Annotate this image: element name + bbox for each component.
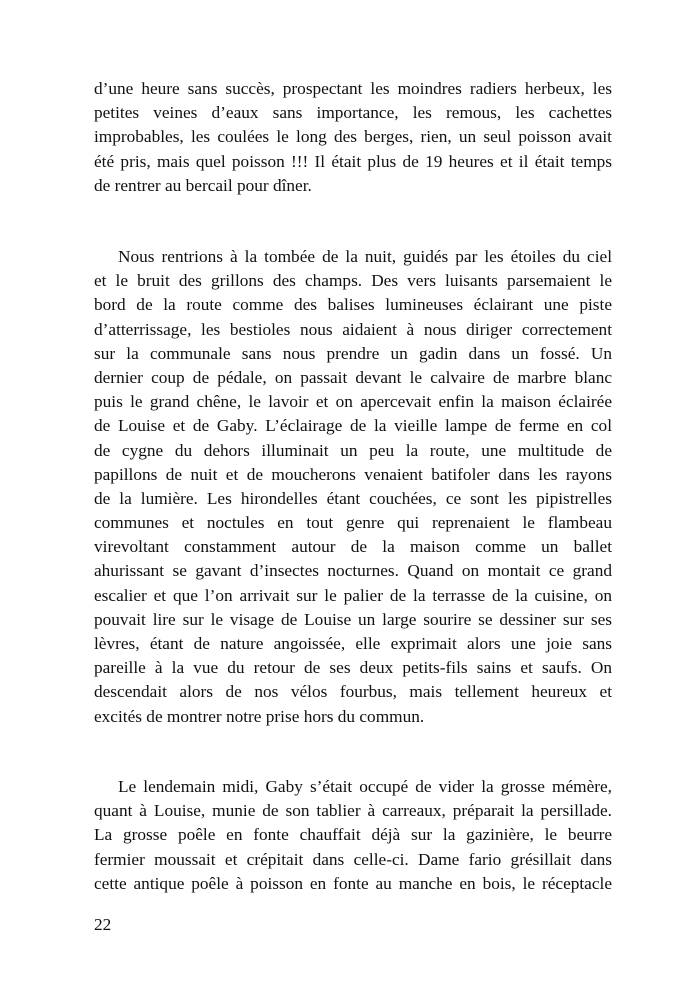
- text-line: bord de la route comme des balises lumineuses éclairant une piste: [94, 295, 612, 315]
- text-line: cette antique poêle à poisson en fonte au manche en bois, le réceptacle: [94, 873, 612, 893]
- text-line: et le bruit des grillons des champs. Des vers luisants parsemaient le: [94, 271, 612, 291]
- text-line: quant à Louise, munie de son tablier à carreaux, préparait la persillade.: [94, 801, 612, 821]
- text-line: puis le grand chêne, le lavoir et on apercevait enfin la maison éclairée: [94, 392, 612, 412]
- text-line: communes et noctules en tout genre qui reprenaient le flambeau: [94, 513, 612, 533]
- text-line: d’une heure sans succès, prospectant les moindres radiers herbeux, les: [94, 79, 612, 98]
- text-line: pareille à la vue du retour de ses deux petits-fils sains et saufs. On: [94, 658, 612, 678]
- paragraph-1: [94, 77, 612, 198]
- text-line: fermier moussait et crépitait dans celle-ci. Dame fario grésillait dans: [94, 849, 612, 869]
- text-line: pouvait lire sur le visage de Louise un large sourire se dessiner sur ses: [94, 609, 612, 629]
- text-line: papillons de nuit et de moucherons venaient batifoler dans les rayons: [94, 464, 612, 484]
- text-line: de la lumière. Les hirondelles étant couchées, ce sont les pipistrelles: [94, 488, 612, 508]
- text-line: de Louise et de Gaby. L’éclairage de la vieille lampe de ferme en col: [94, 416, 612, 436]
- text-line: improbables, les coulées le long des berges, rien, un seul poisson avait: [94, 127, 612, 147]
- text-line: dernier coup de pédale, on passait devant le calvaire de marbre blanc: [94, 367, 612, 387]
- text-line: excités de montrer notre prise hors du commun.: [94, 706, 425, 726]
- text-line: sur la communale sans nous prendre un gadin dans un fossé. Un: [94, 343, 612, 363]
- paragraph-2: [94, 245, 612, 729]
- text-line: descendait alors de nos vélos fourbus, mais tellement heureux et: [94, 682, 612, 702]
- text-line: de rentrer au bercail pour dîner.: [94, 175, 312, 195]
- text-line: La grosse poêle en fonte chauffait déjà sur la gazinière, le beurre: [94, 825, 612, 845]
- text-line: Le lendemain midi, Gaby s’était occupé de vider la grosse mémère,: [118, 777, 612, 796]
- text-line: Nous rentrions à la tombée de la nuit, guidés par les étoiles du ciel: [118, 247, 612, 266]
- text-line: de cygne du dehors illuminait un peu la route, une multitude de: [94, 440, 612, 460]
- text-line: virevoltant constamment autour de la maison comme un ballet: [94, 537, 612, 557]
- text-line: lèvres, étant de nature angoissée, elle exprimait alors une joie sans: [94, 634, 612, 653]
- text-line: petites veines d’eaux sans importance, les remous, les cachettes: [94, 103, 612, 123]
- text-line: d’atterrissage, les bestioles nous aidaient à nous diriger correctement: [94, 319, 612, 339]
- text-line: été pris, mais quel poisson !!! Il était plus de 19 heures et il était temps: [94, 151, 612, 171]
- paragraph-3: [94, 775, 612, 896]
- page-number: 22: [94, 915, 112, 934]
- text-line: escalier et que l’on arrivait sur le palier de la terrasse de la cuisine, on: [94, 585, 612, 605]
- text-line: ahurissant se gavant d’insectes nocturnes. Quand on montait ce grand: [94, 561, 612, 581]
